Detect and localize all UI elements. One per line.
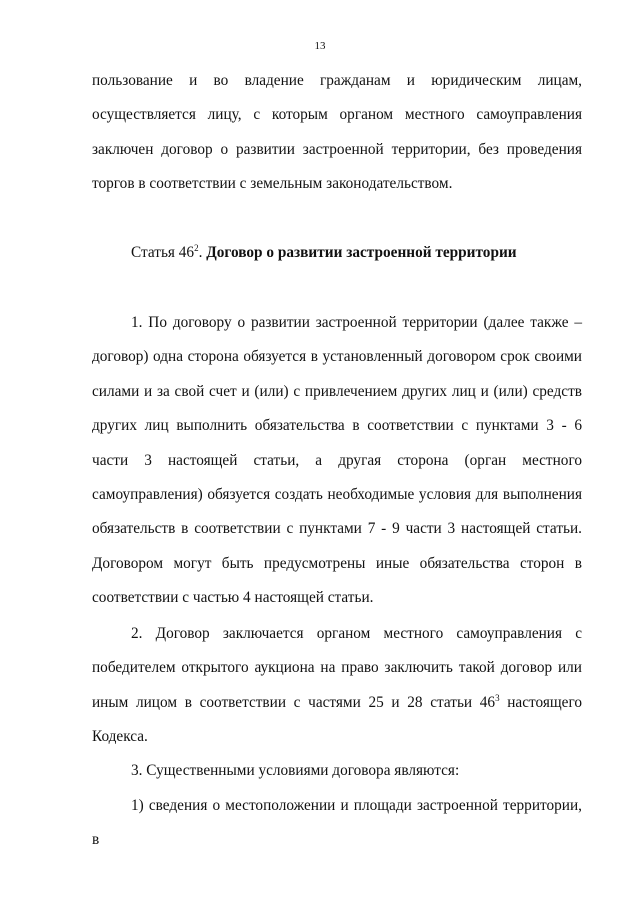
page-number: 13 — [314, 40, 326, 52]
paragraph-4: 1) сведения о местоположении и площади застроенной территории, в — [92, 797, 582, 849]
paragraph-1: 1. По договору о развитии застроенной территории (далее также – договор) одна сторона обязуется в установленный договором срок своими силами и за свой счет и (или) с привлечением других лиц и (или) средств других лиц выполнить обязательства в соответствии с пунктами 3 - 6 части 3 настоящей статьи, а другая сторона (орган местного самоуправления) обязуется создать необходимые условия для выполнения обязательств в соответствии с пунктами 7 - 9 части 3 настоящей статьи. Договором могут быть предусмотрены иные обязательства сторон в соответствии с частью 4 настоящей статьи. — [92, 314, 582, 607]
paragraph-2 — [92, 617, 582, 755]
article-title: Договор о развитии застроенной территории — [206, 244, 517, 261]
article-heading-superscript: 2 — [194, 242, 199, 253]
paragraph-2-superscript: 3 — [495, 692, 500, 703]
paragraph-2-tail: настоящего Кодекса. — [92, 693, 582, 746]
paragraph-3: 3. Существенными условиями договора являются: — [131, 762, 460, 779]
paragraph-continuation: пользование и во владение гражданам и юридическим лицам, осуществляется лицу, с которым органом местного самоуправления заключен договор о развитии застроенной территории, без проведения торгов в соответствии с земельным законодательством. — [92, 72, 582, 193]
paragraph-2-text: 2. Договор заключается органом местного самоуправления с победителем открытого аукциона на право заключить такой договор или иным лицом в соответствии с частями 25 и 28 статьи 46 — [92, 625, 582, 711]
article-heading-prefix: Статья 46 — [131, 244, 195, 261]
article-heading-separator: . — [198, 244, 207, 261]
article-heading — [131, 238, 517, 268]
